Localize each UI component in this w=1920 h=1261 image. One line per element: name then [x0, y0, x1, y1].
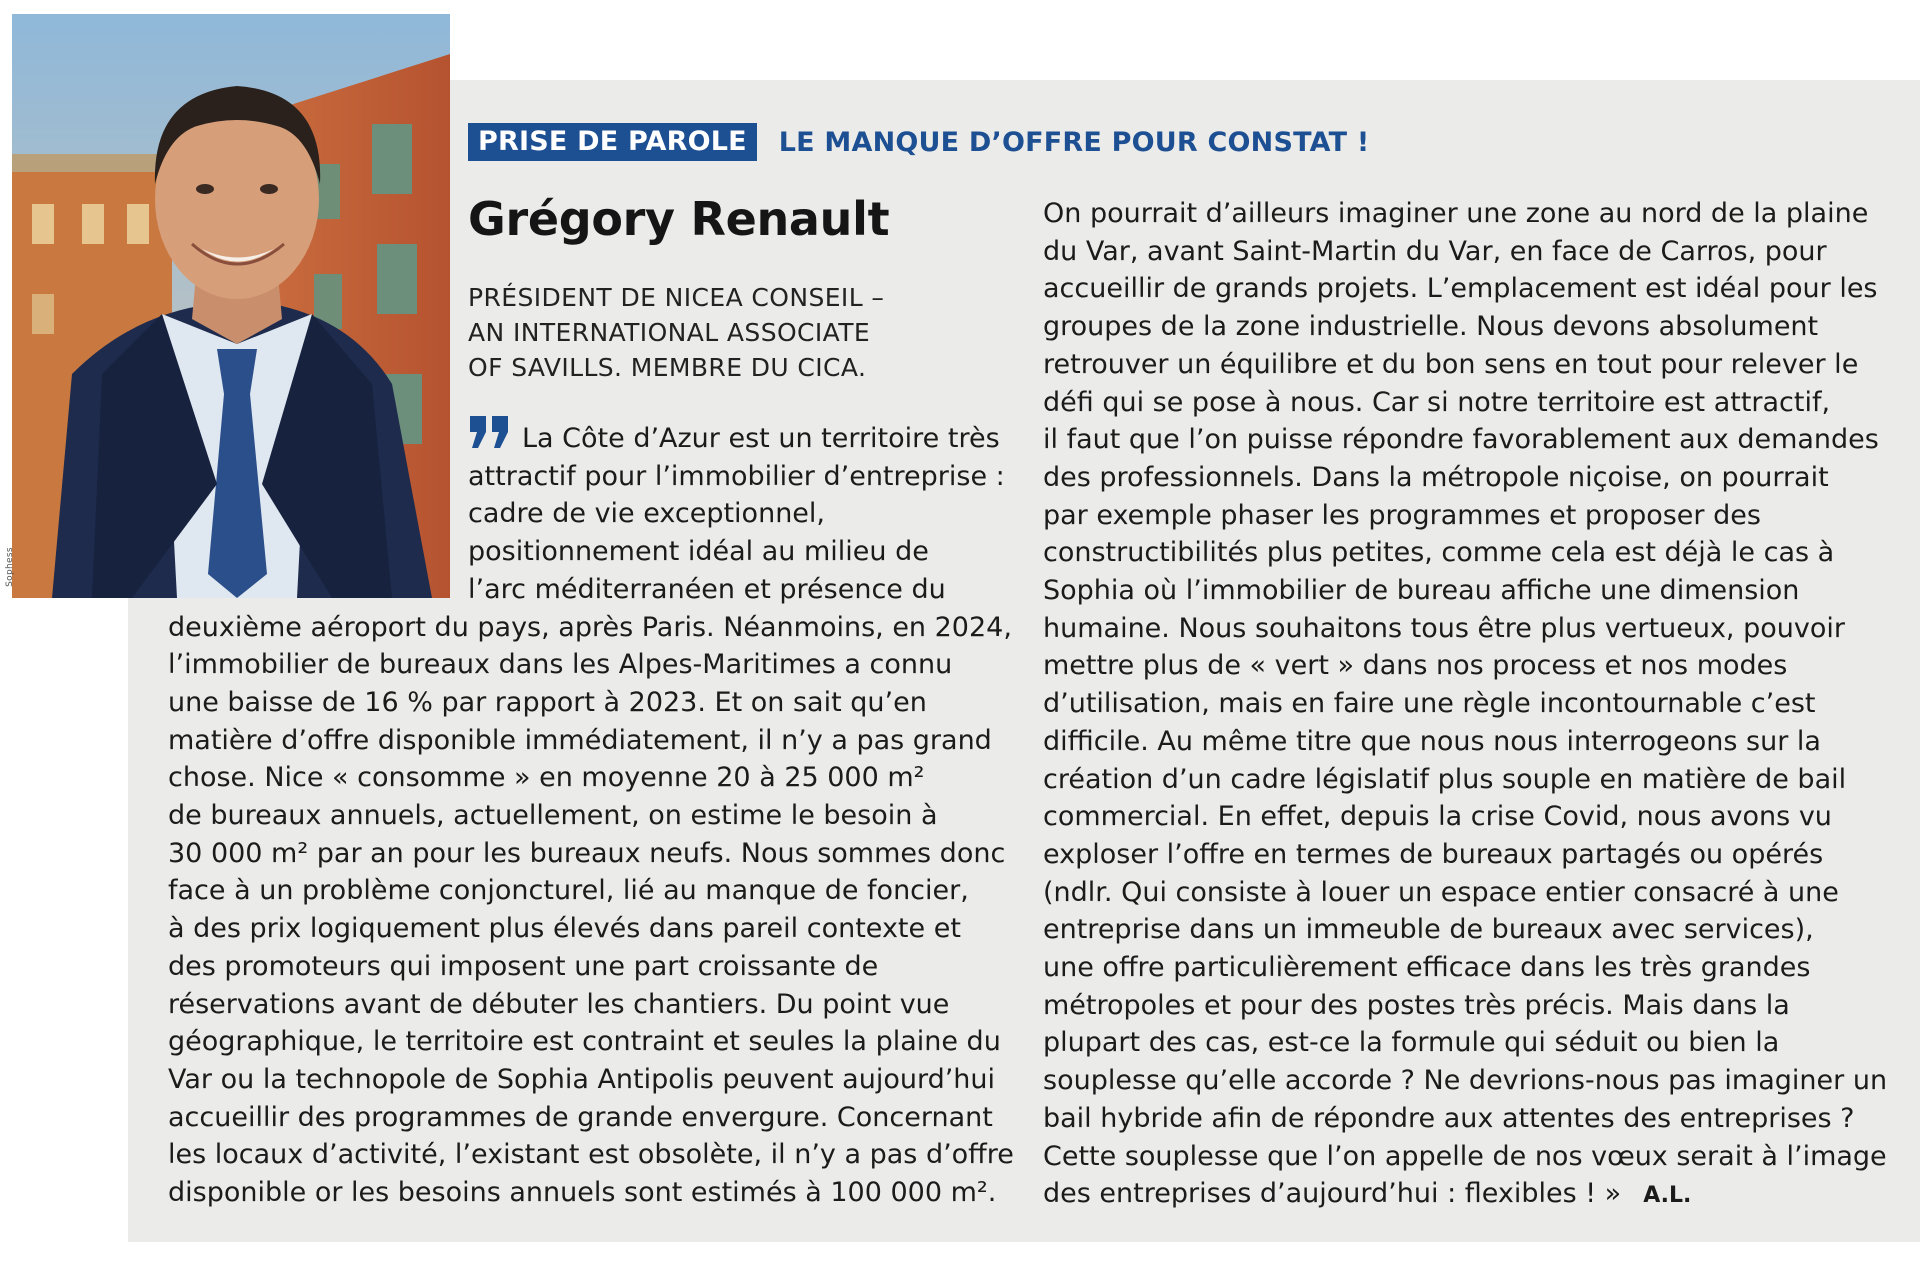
body-text-line — [1043, 610, 1845, 647]
body-text-line — [1043, 911, 1814, 948]
body-text-line: réservations avant de débuter les chantiers. Du point vue — [168, 988, 950, 1020]
body-text-line — [1043, 761, 1846, 798]
person-role — [468, 280, 928, 385]
body-text-line: 30 000 m² par an pour les bureaux neufs. Nous sommes donc — [168, 837, 1006, 869]
body-text: difficile. Au même titre que nous nous interrogeons sur la — [1043, 725, 1821, 757]
portrait-illustration — [12, 14, 450, 598]
body-text: des entreprises d’aujourd’hui : flexibles ! » — [1043, 1178, 1622, 1210]
body-text: Cette souplesse que l’on appelle de nos vœux serait à l’image — [1043, 1140, 1887, 1172]
body-text-line — [1043, 987, 1790, 1024]
body-text: des professionnels. Dans la métropole niçoise, on pourrait — [1043, 461, 1829, 493]
headline: LE MANQUE D’OFFRE POUR CONSTAT ! — [778, 126, 1370, 158]
body-text: retrouver un équilibre et du bon sens en tout pour relever le — [1043, 348, 1859, 380]
opening-quote-icon — [468, 414, 512, 450]
body-text-line — [1043, 1100, 1854, 1137]
body-text-line: de bureaux annuels, actuellement, on estime le besoin à — [168, 800, 938, 831]
body-text: défi qui se pose à nous. Car si notre territoire est attractif, — [1043, 386, 1831, 418]
body-text-line — [1043, 1138, 1887, 1175]
body-text: constructibilités plus petites, comme cela est déjà le cas à — [1043, 537, 1835, 569]
person-name: Grégory Renault — [468, 192, 890, 246]
body-text-line: positionnement idéal au milieu de — [468, 536, 929, 568]
body-text-line — [1043, 497, 1761, 534]
body-text-line: matière d’offre disponible immédiatement, il n’y a pas grand — [168, 724, 992, 756]
rubric-label: PRISE DE PAROLE — [468, 123, 757, 161]
body-text-line: attractif pour l’immobilier d’entreprise : — [468, 460, 1005, 492]
body-text-line — [1043, 233, 1827, 270]
body-text-line: géographique, le territoire est contraint et seules la plaine du — [168, 1026, 1001, 1058]
body-text-line: l’immobilier de bureaux dans les Alpes-Maritimes a connu — [168, 649, 953, 681]
body-text: mettre plus de « vert » dans nos process et nos modes — [1043, 650, 1788, 682]
body-text: accueillir de grands projets. L’emplacement est idéal pour les — [1043, 273, 1878, 305]
body-text-line — [1043, 572, 1799, 609]
author-initials: A.L. — [1643, 1183, 1692, 1209]
body-text: entreprise dans un immeuble de bureaux avec services), — [1043, 914, 1814, 946]
body-text-line: des promoteurs qui imposent une part croissante de — [168, 950, 879, 982]
role-line: PRÉSIDENT DE NICEA CONSEIL – — [468, 283, 885, 312]
body-text-line — [1043, 874, 1839, 911]
body-text-line — [1043, 836, 1823, 873]
body-text-line — [1043, 195, 1868, 232]
body-text-line — [1043, 798, 1832, 835]
body-text: il faut que l’on puisse répondre favorablement aux demandes — [1043, 424, 1879, 456]
photo-credit: Sophess — [5, 547, 15, 587]
body-text-line: une baisse de 16 % par rapport à 2023. Et on sait qu’en — [168, 686, 927, 718]
body-text: humaine. Nous souhaitons tous être plus vertueux, pouvoir — [1043, 612, 1845, 644]
body-text: plupart des cas, est-ce la formule qui séduit ou bien la — [1043, 1027, 1780, 1059]
body-text-line: La Côte d’Azur est un territoire très — [522, 423, 1000, 454]
body-text-line — [1043, 270, 1878, 307]
body-text: exploser l’offre en termes de bureaux partagés ou opérés — [1043, 838, 1824, 870]
body-text-line: l’arc méditerranéen et présence du — [468, 573, 946, 605]
body-text-line: à des prix logiquement plus élevés dans pareil contexte et — [168, 913, 961, 945]
body-text: par exemple phaser les programmes et proposer des — [1043, 499, 1761, 531]
body-text: On pourrait d’ailleurs imaginer une zone au nord de la plaine — [1043, 198, 1869, 229]
body-text-line: chose. Nice « consomme » en moyenne 20 à 25 000 m² — [168, 762, 925, 794]
body-text-line: Var ou la technopole de Sophia Antipolis peuvent aujourd’hui — [168, 1063, 996, 1095]
body-text-line — [1043, 459, 1829, 496]
body-text: souplesse qu’elle accorde ? Ne devrions-nous pas imaginer un — [1043, 1065, 1888, 1097]
body-text-line: les locaux d’activité, l’existant est obsolète, il n’y a pas d’offre — [168, 1139, 1014, 1171]
body-text: groupes de la zone industrielle. Nous devons absolument — [1043, 311, 1819, 343]
body-text: commercial. En effet, depuis la crise Covid, nous avons vu — [1043, 801, 1832, 833]
body-text: bail hybride afin de répondre aux attentes des entreprises ? — [1043, 1102, 1855, 1134]
role-line: OF SAVILLS. MEMBRE DU CICA. — [468, 353, 867, 382]
body-text: du Var, avant Saint-Martin du Var, en face de Carros, pour — [1043, 235, 1827, 267]
body-text: d’utilisation, mais en faire une règle incontournable c’est — [1043, 688, 1816, 720]
body-text-line: cadre de vie exceptionnel, — [468, 498, 825, 530]
body-text-line: face à un problème conjoncturel, lié au manque de foncier, — [168, 875, 969, 907]
body-text: Sophia où l’immobilier de bureau affiche une dimension — [1043, 575, 1800, 606]
body-text-line — [1043, 723, 1821, 760]
body-text-line — [1043, 421, 1879, 458]
body-text: une offre particulièrement efficace dans les très grandes — [1043, 952, 1811, 983]
body-text-line — [1043, 534, 1834, 571]
body-text-line — [1043, 384, 1830, 421]
body-text: création d’un cadre législatif plus souple en matière de bail — [1043, 763, 1847, 795]
body-text-line — [1043, 685, 1815, 722]
portrait-photo — [12, 14, 450, 598]
body-text: (ndlr. Qui consiste à louer un espace entier consacré à une — [1043, 876, 1839, 908]
body-text-line — [1043, 308, 1818, 345]
role-line: AN INTERNATIONAL ASSOCIATE — [468, 318, 871, 347]
body-text-line — [1043, 647, 1787, 684]
body-text-line — [1043, 1175, 1691, 1214]
body-text-line — [1043, 1062, 1887, 1099]
body-text-line — [1043, 1024, 1779, 1061]
article-header — [468, 122, 1369, 162]
body-text-line — [1043, 346, 1858, 383]
body-text: métropoles et pour des postes très précis. Mais dans la — [1043, 989, 1790, 1021]
body-text-line — [1043, 949, 1810, 986]
body-text-line: deuxième aéroport du pays, après Paris. Néanmoins, en 2024, — [168, 611, 1012, 643]
body-text-line: accueillir des programmes de grande envergure. Concernant — [168, 1101, 993, 1133]
body-text-line: disponible or les besoins annuels sont estimés à 100 000 m². — [168, 1177, 997, 1208]
